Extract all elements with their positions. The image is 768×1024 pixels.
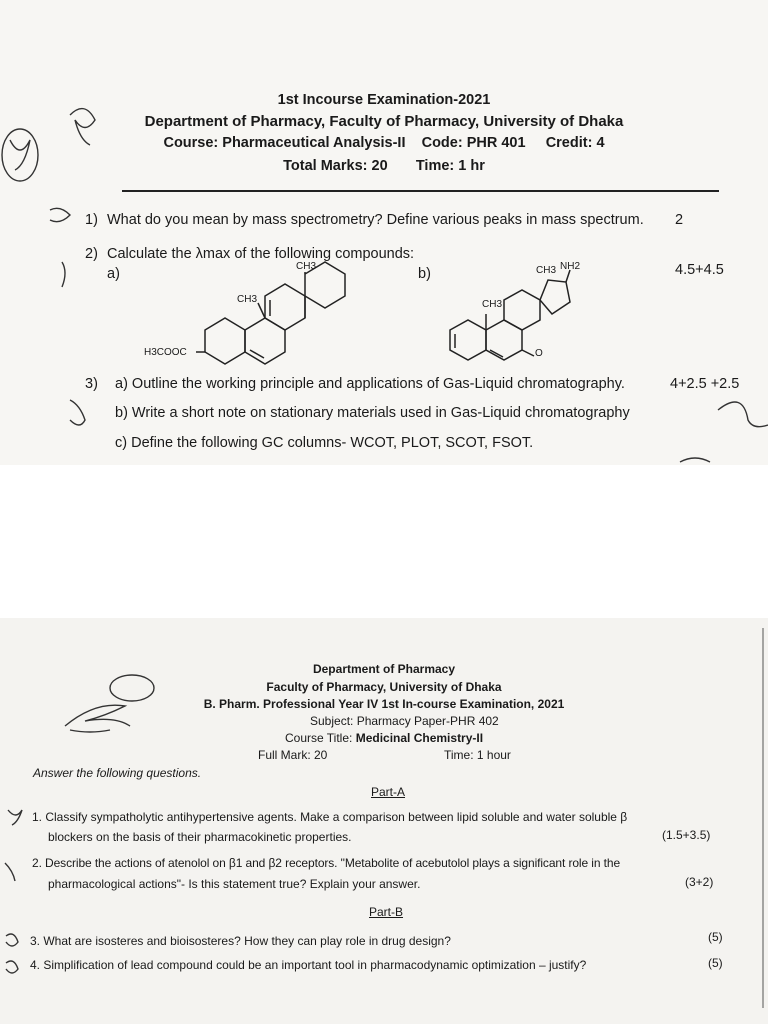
p2-course-title-value: Medicinal Chemistry-II [355,731,484,745]
p2-paper: Paper-PHR 402 [414,714,499,728]
p2-q1-line2: blockers on the basis of their pharmacokinetic properties. [48,830,352,844]
marks-line: Total Marks: 20 Time: 1 hr [283,158,485,174]
p2-q3-marks: (5) [708,930,723,944]
p2-faculty: Faculty of Pharmacy, University of Dhaka [266,680,502,694]
q2-marks: 4.5+4.5 [675,262,724,278]
course-line: Course: Pharmaceutical Analysis-II Code: PHR 401 Credit: 4 [163,135,605,151]
q3a-text: a) Outline the working principle and applications of Gas-Liquid chromatography. [115,376,625,392]
handwritten-marks-page2 [0,618,768,1024]
q3-marks: 4+2.5 +2.5 [670,376,740,392]
page-gap [0,465,768,618]
handwritten-marks-page1 [0,0,768,465]
q3b-text: b) Write a short note on stationary materials used in Gas-Liquid chromatography [115,405,630,421]
struct-b-nh2: NH2 [560,261,581,272]
p2-full-mark: Full Mark: 20 [258,748,328,762]
p2-part-a: Part-A [371,785,406,799]
exam-title: 1st Incourse Examination-2021 [277,92,491,108]
struct-a-ch3-top: CH3 [296,261,317,272]
q2-part-b: b) [418,266,431,282]
q3-number: 3) [85,376,98,392]
p2-q1-line1: 1. Classify sympatholytic antihypertensive agents. Make a comparison between lipid soluble and water soluble β [32,810,628,824]
q1-marks: 2 [675,212,684,228]
p2-q2-marks: (3+2) [685,875,714,889]
struct-a-h3cooc: H3COOC [144,347,187,358]
p2-instruction: Answer the following questions. [33,766,202,780]
struct-b-ch3-mid: CH3 [482,299,503,310]
p2-part-b: Part-B [369,905,404,919]
p2-q4-marks: (5) [708,956,723,970]
p2-time: Time: 1 hour [444,748,511,762]
q2-text: Calculate the λmax of the following compounds: [107,246,415,262]
struct-b-ch3-top: CH3 [536,265,557,276]
q2-part-a: a) [107,266,120,282]
p2-q2-line2: pharmacological actions"- Is this statement true? Explain your answer. [48,877,421,891]
exam-page-2 [0,618,768,1024]
struct-a-ch3-mid: CH3 [237,294,258,305]
q2-number: 2) [85,246,98,262]
p2-q4: 4. Simplification of lead compound could be an important tool in pharmacodynamic optimization – justify? [30,958,587,972]
p2-q2-line1: 2. Describe the actions of atenolol on β1 and β2 receptors. "Metabolite of acebutolol plays a significant role in the [32,856,621,870]
q3c-text: c) Define the following GC columns- WCOT, PLOT, SCOT, FSOT. [115,435,534,451]
department-line: Department of Pharmacy, Faculty of Pharmacy, University of Dhaka [144,113,624,130]
p2-q3: 3. What are isosteres and bioisosteres? How they can play role in drug design? [30,934,451,948]
p2-subject: Subject: Pharmacy [310,714,411,728]
q1-text: What do you mean by mass spectrometry? Define various peaks in mass spectrum. [107,212,644,228]
p2-programme: B. Pharm. Professional Year IV 1st In-course Examination, 2021 [203,697,565,711]
exam-page-1 [0,0,768,465]
p2-course-title-label: Course Title: [285,731,356,745]
q1-number: 1) [85,212,98,228]
p2-q1-marks: (1.5+3.5) [662,828,711,842]
p2-department: Department of Pharmacy [312,662,456,676]
struct-b-oxo: O [535,348,543,359]
